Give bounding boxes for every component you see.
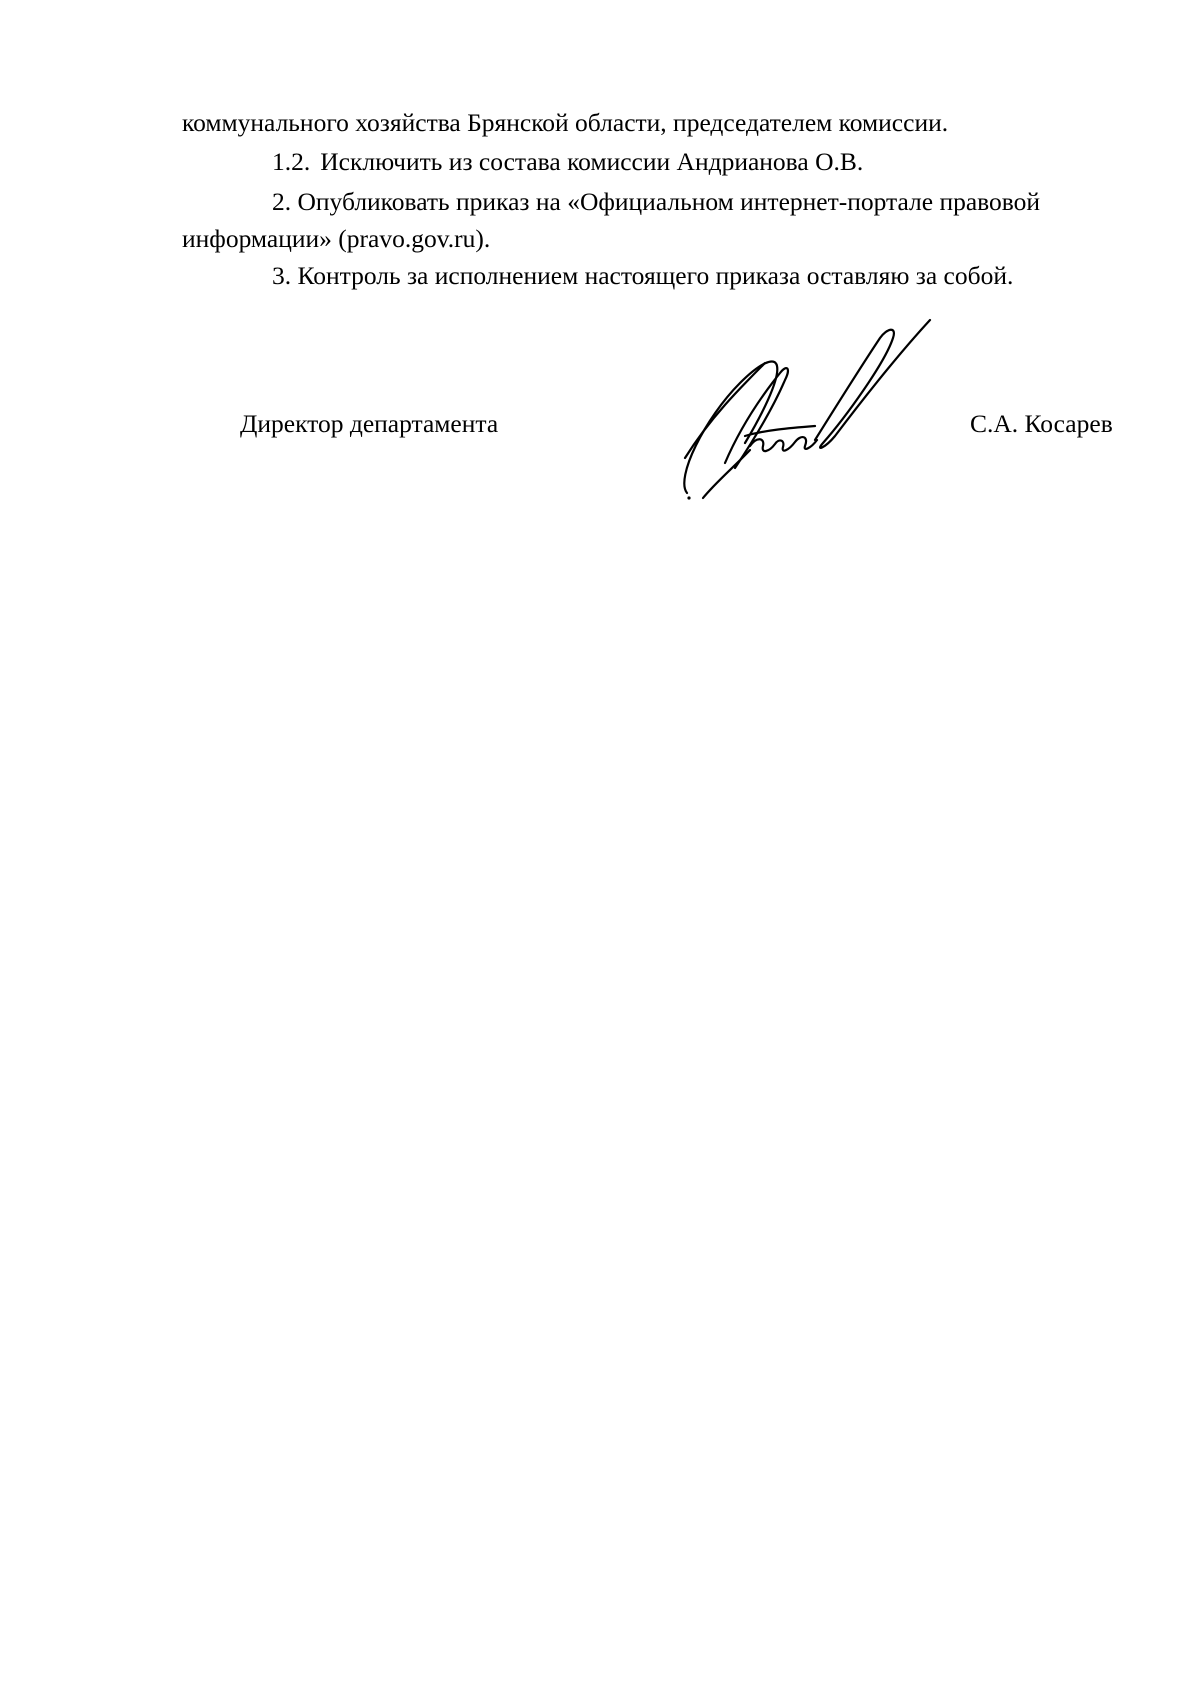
item-number: 1.2.: [272, 147, 311, 176]
item-text: Исключить из состава комиссии Андрианова О.В.: [320, 147, 864, 176]
signatory-name: С.А. Косарев: [970, 409, 1113, 438]
paragraph-continuation: коммунального хозяйства Брянской области, председателем комиссии.: [182, 108, 949, 137]
paragraph-item-2-line-b: информации» (pravo.gov.ru).: [182, 224, 491, 253]
handwritten-signature: [665, 318, 945, 508]
paragraph-item-2-line-a: 2. Опубликовать приказ на «Официальном интернет-портале правовой: [272, 187, 1041, 216]
paragraph-item-1-2: [272, 147, 863, 177]
paragraph-item-3: 3. Контроль за исполнением настоящего приказа оставляю за собой.: [272, 261, 1014, 290]
signatory-position: Директор департамента: [240, 409, 499, 438]
